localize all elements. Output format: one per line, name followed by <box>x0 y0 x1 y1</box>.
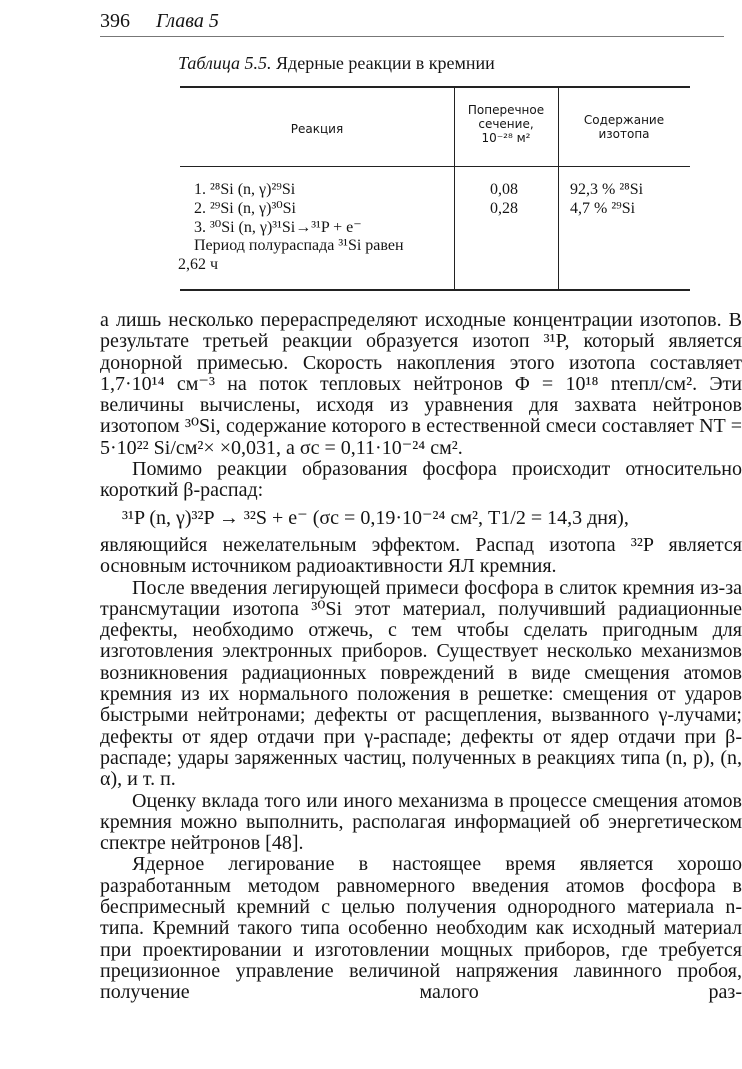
table-bottom-rule <box>180 289 690 291</box>
table-row-reaction: 2. ²⁹Si (n, γ)³⁰Si <box>194 200 296 217</box>
paragraph: Помимо реакции образования фосфора происходит относительно короткий β-распад: <box>100 458 742 502</box>
header-abundance <box>558 113 690 141</box>
body-text <box>100 310 742 1004</box>
table-top-rule <box>180 86 690 88</box>
paragraph: а лишь несколько перераспределяют исходные концентрации изотопов. В результате третьей реакции образуется изотоп ³¹P, который является донорной примесью. Скорость накопления этого изотопа составляет 1,7·10¹⁴ см⁻³ на поток тепловых нейтронов Φ = 10¹⁸ nтепл/см². Эти величины вычислены, исходя из уравнения для захвата нейтронов изотопом ³⁰Si, содержание которого в естественной смеси составляет NT = 5·10²² Si/см²× ×0,031, а σc = 0,11·10⁻²⁴ см². <box>100 309 742 459</box>
chapter-title: Глава 5 <box>156 10 219 32</box>
paragraph: Ядерное легирование в настоящее время является хорошо разработанным методом равномерного введения атомов фосфора в беспримесный кремний с целью получения однородного материала n-типа. Кремний такого типа особенно необходим как исходный материал при проектировании и изготовлении мощных приборов, где требуется прецизионное управление величиной напряжения лавинного пробоя, получение малого раз- <box>100 853 742 1004</box>
table-note-value: 2,62 ч <box>178 256 219 273</box>
table-note: Период полураспада ³¹Si равен <box>194 237 404 254</box>
header-reaction: Реакция <box>290 122 344 136</box>
equation: ³¹P (n, γ)³²P → ³²S + e⁻ (σc = 0,19·10⁻²⁴ см², T1/2 = 14,3 дня), <box>122 506 629 529</box>
paragraph: являющийся нежелательным эффектом. Распад изотопа ³²P является основным источником радиоактивности ЯЛ кремния. <box>100 533 742 578</box>
page-number: 396 <box>100 10 130 32</box>
table-caption-text: Ядерные реакции в кремнии <box>276 53 495 73</box>
table-row-abundance: 4,7 % ²⁹Si <box>570 200 636 217</box>
table-caption <box>178 53 495 74</box>
header-abundance-text: Содержание изотопа <box>583 113 665 141</box>
paragraph: Оценку вклада того или иного механизма в процессе смещения атомов кремния можно выполнить, располагая информацией об энергетическом спектре нейтронов [48]. <box>100 789 742 855</box>
page-header <box>100 10 724 37</box>
paragraph: После введения легирующей примеси фосфора в слиток кремния из-за трансмутации изотопа ³⁰Si этот материал, получивший радиационные дефекты, необходимо отжечь, с тем чтобы сделать пригодным для изготовления электронных приборов. Существует несколько механизмов возникновения радиационных повреждений в виде смещения атомов кремния из их нормального положения в решетке: смещения от ударов быстрыми нейтронами; дефекты от расщепления, вызванного γ-лучами; дефекты от ядер отдачи при γ-распаде; дефекты от ядер отдачи при β-распаде; удары заряженных частиц, полученных в реакциях типа (n, p), (n, α), и т. п. <box>100 576 742 791</box>
header-cross-section <box>454 103 558 145</box>
table-header-rule <box>180 166 690 167</box>
table-row-cross-section: 0,28 <box>490 200 518 217</box>
table-row-reaction: 3. ³⁰Si (n, γ)³¹Si→³¹P + e⁻ <box>194 219 362 236</box>
table-row-cross-section: 0,08 <box>490 181 518 198</box>
table-caption-label: Таблица 5.5. <box>178 53 272 73</box>
table-row-reaction: 1. ²⁸Si (n, γ)²⁹Si <box>194 181 296 198</box>
table-row-abundance: 92,3 % ²⁸Si <box>570 181 644 198</box>
header-cross-section-text: Поперечное сечение, 10⁻²⁸ м² <box>467 103 545 145</box>
